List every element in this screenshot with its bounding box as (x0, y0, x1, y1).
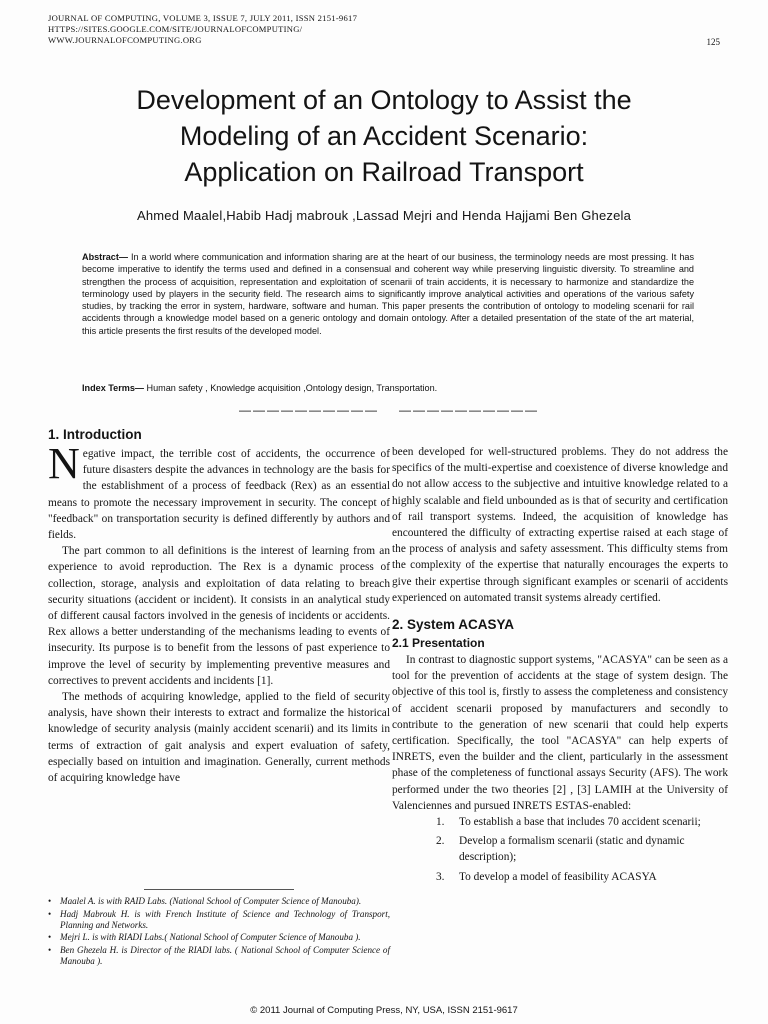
index-terms (82, 382, 694, 394)
presentation-paragraph: In contrast to diagnostic support systems, "ACASYA" can be seen as a tool for the prevention of accidents at the stage of system design. The objective of this tool is, firstly to assess the completeness and consistency of accident scenarii proposed by manufacturers and secondly to contribute to the generation of new scenarii that could help experts certification. Specifically, the tool "ACASYA" can help experts of INRETS, even the builder and the client, particularly in the assessment phase of the completeness of functional assays Security (AFS). The work performed under the two theories [2] , [3] LAMIH at the University of Valenciennes and pursued INRETS ESTAS-enabled: (392, 654, 728, 812)
subsection-heading-presentation: 2.1 Presentation (392, 636, 485, 651)
list-item-text: To establish a base that includes 70 accident scenarii; (459, 816, 701, 829)
footnotes (48, 896, 390, 969)
section-heading-introduction: 1. Introduction (48, 427, 142, 442)
intro-paragraph-continued: been developed for well-structured problems. They do not address the specifics of the multi-expertise and coexistence of diverse knowledge and do not allow access to the subjective and intuitive knowledge related to a highly scalable and field unbounded as is that of security and certification of rail transport systems. Indeed, the acquisition of knowledge has encountered the difficulty of extracting expertise raised at each stage of the process of analysis and safety assessment. This difficulty stems from the complexity of the expertise that naturally encourages the experts to give their expertise through significant examples or scenarii of accidents experienced on automated transit systems already certified. (392, 446, 728, 604)
footnote-item: • Ben Ghezela H. is Director of the RIADI labs. ( National School of Computer Science of Manouba ). (48, 945, 390, 967)
list-item-text: Develop a formalism scenarii (static and dynamic description); (459, 835, 685, 864)
list-item-number: 2. (436, 835, 445, 848)
journal-web-url[interactable]: WWW.JOURNALOFCOMPUTING.ORG (48, 35, 202, 45)
abstract-text: In a world where communication and information sharing are at the heart of our business, the terminology needs are most pressing. It has become imperative to identify the terms used and defined in a consensual and coherent way while preserving linguistic diversity. To streamline and strengthen the process of acquisition, representation and exploitation of scenarii of train accidents, it is necessary to harmonize and standardize the terminology used by players in the security field. The research aims to significantly improve analytical activities and operations of the various safety studies, by tracking the error in system, hardware, software and human. This paper presents the contribution of ontology to modeling scenarii for rail accidents through a knowledge model based on a generic ontology and domain ontology. After a detailed presentation of the state of the art material, this article presents the first results of the developed model. (82, 252, 694, 336)
intro-paragraph-1-text: egative impact, the terrible cost of accidents, the occurrence of future disasters despite the advances in technology are the basis for the establishment of a process of feedback (Rex) as an essential means to promote the necessary improvement in security. The concept of "feedback" on transportation security is defined differently by authors and fields. (48, 448, 390, 542)
copyright-notice: © 2011 Journal of Computing Press, NY, USA, ISSN 2151-9617 (250, 1005, 518, 1016)
footnote-item: • Mejri L. is with RIADI Labs.( National School of Computer Science of Manouba ). (48, 932, 390, 943)
list-item-number: 3. (436, 870, 445, 883)
index-terms-text: Human safety , Knowledge acquisition ,Ontology design, Transportation. (144, 383, 438, 393)
title-line-2: Modeling of an Accident Scenario: (179, 121, 589, 151)
author-list: Ahmed Maalel,Habib Hadj mabrouk ,Lassad Mejri and Henda Hajjami Ben Ghezela (136, 208, 632, 223)
index-terms-label: Index Terms— (82, 383, 144, 393)
footnote-item: • Maalel A. is with RAID Labs. (National School of Computer Science of Manouba). (48, 896, 390, 907)
abstract-label: Abstract— (82, 252, 128, 262)
section-separator (239, 403, 539, 417)
footnote-item: • Hadj Mabrouk H. is with French Institute of Science and Technology of Transport, Planning and Networks. (48, 909, 390, 931)
intro-paragraph-2: The part common to all definitions is the interest of learning from an experience to avoid reproduction. The Rex is a dynamic process of collection, storage, analysis and exploitation of data relating to breach security situations (accident or incident). It consists in an analytical study of different causal factors involved in the genesis of incidents or accidents. Rex allows a better understanding of the mechanisms leading to events of insecurity. Its purpose is to benefit from the lessons of past experience to improve the level of security by implementing preventive measures and correctives to prevent accidents and incidents [1]. (48, 545, 390, 687)
separator-dashes-left: —————————— (239, 403, 379, 417)
separator-dashes-right: —————————— (399, 403, 539, 417)
list-item (392, 814, 728, 830)
objectives-list (392, 814, 728, 885)
list-item (392, 833, 728, 865)
section-heading-acasya: 2. System ACASYA (392, 617, 515, 633)
intro-paragraph-1 (48, 439, 390, 543)
list-item-number: 1. (436, 816, 445, 829)
list-item-text: To develop a model of feasibility ACASYA (459, 870, 657, 883)
journal-header (48, 13, 688, 46)
diamond-icon (386, 407, 392, 413)
footnote-rule (144, 889, 294, 890)
abstract (82, 251, 694, 337)
left-column (48, 426, 390, 786)
title-line-1: Development of an Ontology to Assist the (136, 85, 632, 115)
journal-site-url[interactable]: HTTPS://SITES.GOOGLE.COM/SITE/JOURNALOFCOMPUTING/ (48, 24, 303, 34)
intro-paragraph-3: The methods of acquiring knowledge, applied to the field of security analysis, have shown their interests to extract and formalize the historical knowledge of security analysis (mainly accident scenarii) and its limits in terms of extraction of gait analysis and expert evaluation of safety, especially based on intuition and imagination. Generally, current methods of acquiring knowledge have (48, 691, 390, 785)
drop-cap: N (48, 439, 80, 488)
journal-citation: JOURNAL OF COMPUTING, VOLUME 3, ISSUE 7, JULY 2011, ISSN 2151-9617 (48, 13, 358, 23)
page-number: 125 (706, 37, 720, 47)
list-item (392, 869, 728, 885)
title-line-3: Application on Railroad Transport (184, 157, 584, 187)
right-column (392, 444, 728, 888)
paper-title (40, 82, 728, 190)
